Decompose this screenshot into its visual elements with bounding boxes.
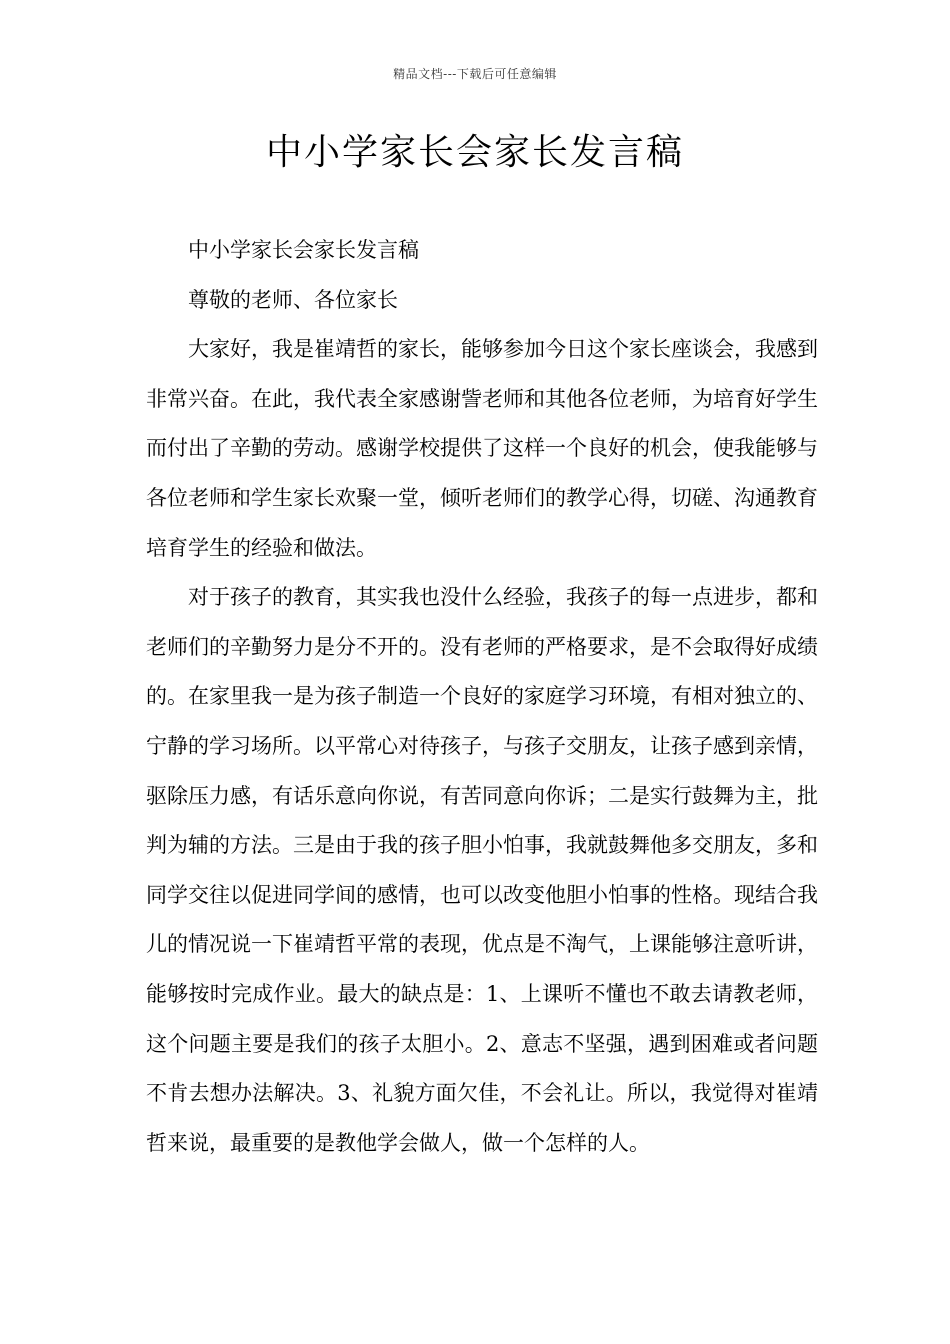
document-body [146,226,818,1168]
paragraph-education: 对于孩子的教育，其实我也没什么经验，我孩子的每一点进步，都和老师们的辛勤努力是分不开的。没有老师的严格要求，是不会取得好成绩的。在家里我一是为孩子制造一个良好的家庭学习环境，有相对独立的、宁静的学习场所。以平常心对待孩子，与孩子交朋友，让孩子感到亲情，驱除压力感，有话乐意向你说，有苦同意向你诉；二是实行鼓舞为主，批判为辅的方法。三是由于我的孩子胆小怕事，我就鼓舞他多交朋友，多和同学交往以促进同学间的感情，也可以改变他胆小怕事的性格。现结合我儿的情况说一下崔靖哲平常的表现，优点是不淘气，上课能够注意听讲，能够按时完成作业。最大的缺点是：1、上课听不懂也不敢去请教老师，这个问题主要是我们的孩子太胆小。2、意志不坚强，遇到困难或者问题不肯去想办法解决。3、礼貌方面欠佳，不会礼让。所以，我觉得对崔靖哲来说，最重要的是教他学会做人，做一个怎样的人。 [146,585,818,1155]
document-title: 中小学家长会家长发言稿 [265,132,684,173]
paragraph-salutation: 尊敬的老师、各位家长 [188,287,398,312]
paragraph-subtitle: 中小学家长会家长发言稿 [188,238,419,262]
paragraph-greeting: 大家好，我是崔靖哲的家长，能够参加今日这个家长座谈会，我感到非常兴奋。在此，我代表全家感谢訾老师和其他各位老师，为培育好学生而付出了辛勤的劳动。感谢学校提供了这样一个良好的机会，使我能够与各位老师和学生家长欢聚一堂，倾听老师们的教学心得，切磋、沟通教育培育学生的经验和做法。 [146,337,818,560]
header-note: 精品文档---下载后可任意编辑 [393,67,557,81]
